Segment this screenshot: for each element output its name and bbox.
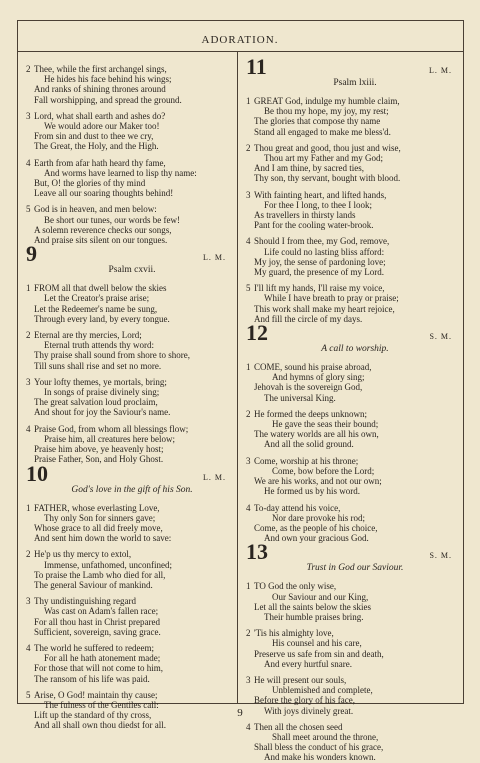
verse-line (246, 429, 456, 439)
verse-number: 4 (26, 642, 31, 653)
page-number: 9 (237, 707, 243, 719)
verse-text: Thou art my Father and my God; (264, 153, 383, 164)
verse-line (246, 106, 456, 116)
verse-line (26, 235, 230, 245)
verse-line (26, 596, 230, 606)
verse-text: Should I from thee, my God, remove, (254, 236, 390, 247)
verse-text: Praise him, all creatures here below; (44, 433, 175, 444)
verse-text: Earth from afar hath heard thy fame, (34, 157, 166, 168)
verse-text: Pant for the cooling water-brook. (254, 220, 374, 231)
verse-text: And shout for joy the Saviour's name. (34, 407, 171, 418)
verse-text: Praise God, from whom all blessings flow; (34, 423, 189, 434)
verse-text: Till suns shall rise and set no more. (34, 360, 162, 371)
verse-text: And praise sits silent on our tongues. (34, 235, 168, 246)
verse-line (246, 293, 456, 303)
verse (246, 409, 456, 450)
verse-text: The ransom of his life was paid. (34, 673, 150, 684)
verse-line (26, 627, 230, 637)
verse-line (26, 377, 230, 387)
verse-text: And hymns of glory sing; (272, 372, 365, 383)
verse-number: 5 (26, 204, 31, 215)
verse-number: 1 (26, 283, 31, 294)
hymn-heading (246, 539, 456, 575)
verse-line (26, 204, 230, 214)
verse-text: For thee I long, to thee I look; (264, 199, 372, 210)
verse-line (26, 643, 230, 653)
verse-number: 3 (26, 596, 31, 607)
verse-text: Was cast on Adam's fallen race; (44, 606, 159, 617)
hymn-heading (246, 54, 456, 90)
verse-text: Thy praise shall sound from shore to shore, (34, 350, 190, 361)
verse-line (26, 653, 230, 663)
verse-number: 1 (246, 581, 251, 592)
verse-line (26, 74, 230, 84)
verse-text: Immense, unfathomed, unconfined; (44, 559, 172, 570)
verse (26, 64, 230, 105)
hymn-number: 13 (246, 539, 268, 565)
verse-line (246, 602, 456, 612)
hymn-meter: L. M. (429, 66, 452, 75)
verse-text: For all he hath atonement made; (44, 653, 161, 664)
verse-line (26, 606, 230, 616)
verse-number: 2 (26, 549, 31, 560)
verse-text: Before the glory of his face, (254, 695, 355, 706)
verse-text: GREAT God, indulge my humble claim, (254, 96, 400, 106)
verse (26, 158, 230, 199)
verse-text: Lift up the standard of thy cross, (34, 710, 152, 721)
verse-number: 4 (246, 502, 251, 513)
verse-text: The fulness of the Gentiles call: (44, 699, 159, 710)
verse-text: He hides his face behind his wings; (44, 74, 172, 85)
verse-text: And every hurtful snare. (264, 658, 352, 669)
verse-line (246, 283, 456, 293)
verse-text: Let all the saints below the skies (254, 601, 371, 612)
verse-text: Shall bless the conduct of his grace, (254, 742, 384, 753)
verse-line (246, 533, 456, 543)
verse-line (26, 454, 230, 464)
verse-line (26, 225, 230, 235)
verse-line (26, 283, 230, 293)
verse-line (246, 752, 456, 762)
verse-line (26, 570, 230, 580)
verse-line (246, 393, 456, 403)
hymn-number: 12 (246, 320, 268, 346)
verse (26, 377, 230, 418)
verse-line (246, 372, 456, 382)
verse-text: FATHER, whose everlasting Love, (34, 502, 160, 513)
verse-line (246, 257, 456, 267)
verse-text: We would adore our Maker too! (44, 121, 160, 132)
verse-text: Thy only Son for sinners gave; (44, 512, 156, 523)
verse-text: For all thou hast in Christ prepared (34, 616, 160, 627)
hymn-meter: S. M. (429, 332, 452, 342)
verse-text: This work shall make my heart rejoice, (254, 303, 395, 314)
verse-text: A solemn reverence checks our songs, (34, 224, 172, 235)
verse-text: And fill the circle of my days. (254, 313, 363, 324)
verse-text: Be short our tunes, our words be few! (44, 214, 180, 225)
verse-line (26, 330, 230, 340)
verse-text: But, O! the glories of thy mind (34, 178, 146, 189)
verse-line (246, 116, 456, 126)
verse-text: My guard, the presence of my Lord. (254, 267, 384, 278)
header-rule (17, 51, 464, 52)
verse-number: 4 (246, 721, 251, 732)
verse-text: Preserve us safe from sin and death, (254, 648, 384, 659)
verse-text: Thee, while the first archangel sings, (34, 64, 167, 74)
verse-line (26, 387, 230, 397)
column-divider (237, 51, 238, 704)
verse-line (246, 513, 456, 523)
verse-text: He formed us by his word. (264, 486, 360, 497)
verse-number: 3 (26, 110, 31, 121)
verse-line (26, 340, 230, 350)
verse-text: Arise, O God! maintain thy cause; (34, 689, 158, 700)
verse-line (26, 503, 230, 513)
left-column (26, 58, 230, 731)
verse-line (246, 628, 456, 638)
verse-text: Your lofty themes, ye mortals, bring; (34, 376, 167, 387)
verse-line (26, 434, 230, 444)
verse-line (246, 127, 456, 137)
verse-text: Thy son, thy servant, bought with blood. (254, 173, 401, 184)
verse-text: And all the solid ground. (264, 439, 354, 450)
verse-number: 4 (26, 157, 31, 168)
verse-text: And own your gracious God. (264, 533, 369, 544)
verse-line (246, 581, 456, 591)
verse-line (26, 444, 230, 454)
hymn-meter: L. M. (203, 472, 226, 482)
hymn-meter: S. M. (429, 551, 452, 561)
verse-text: FROM all that dwell below the skies (34, 283, 167, 294)
verse-line (246, 466, 456, 476)
verse-line (26, 560, 230, 570)
verse-text: Our Saviour and our King, (272, 591, 369, 602)
verse-number: 3 (246, 674, 251, 685)
verse-text: Let the Creator's praise arise; (44, 293, 150, 304)
verse-text: And ranks of shining thrones around (34, 84, 166, 95)
verse-text: He formed the deeps unknown; (254, 408, 367, 419)
verse-line (26, 617, 230, 627)
verse-number: 2 (26, 64, 31, 74)
verse (246, 362, 456, 403)
verse-text: Stand all engaged to make me bless'd. (254, 126, 391, 137)
verse-line (246, 143, 456, 153)
verse-text: Eternal are thy mercies, Lord; (34, 330, 142, 341)
verse-text: As travellers in thirsty lands (254, 210, 356, 221)
verse-text: We are his works, and not our own; (254, 476, 382, 487)
verse-line (246, 173, 456, 183)
verse-text: Fall worshipping, and spread the ground. (34, 94, 182, 105)
verse-line (26, 111, 230, 121)
verse-line (246, 503, 456, 513)
verse (26, 596, 230, 637)
verse-text: And sent him down the world to save: (34, 533, 172, 544)
verse-text: I'll lift my hands, I'll raise my voice, (254, 283, 385, 294)
verse-text: Come, worship at his throne; (254, 455, 359, 466)
verse-line (26, 549, 230, 559)
verse (246, 190, 456, 231)
verse-text: The watery worlds are all his own, (254, 429, 379, 440)
verse-text: Eternal truth attends thy word: (44, 340, 154, 351)
verse-line (26, 215, 230, 225)
verse-line (246, 456, 456, 466)
verse-text: Unblemished and complete, (272, 685, 373, 696)
verse-line (26, 158, 230, 168)
verse-number: 1 (246, 362, 251, 373)
verse (246, 581, 456, 622)
verse-text: The great salvation loud proclaim, (34, 397, 158, 408)
verse-line (246, 163, 456, 173)
hymn-number: 11 (246, 54, 267, 79)
verse-text: Thou great and good, thou just and wise, (254, 142, 401, 153)
verse (26, 643, 230, 684)
verse-line (246, 267, 456, 277)
verse-line (246, 314, 456, 324)
verse-text: Sufficient, sovereign, saving grace. (34, 626, 161, 637)
verse-line (246, 200, 456, 210)
verse-text: Life could no lasting bliss afford: (264, 246, 385, 257)
verse-number: 1 (246, 96, 251, 106)
verse-line (246, 638, 456, 648)
verse-number: 2 (246, 628, 251, 639)
verse-line (246, 220, 456, 230)
verse (246, 96, 456, 137)
verse-line (246, 659, 456, 669)
verse-number: 2 (26, 330, 31, 341)
verse-line (246, 722, 456, 732)
verse-line (246, 649, 456, 659)
verse-text: The Great, the Holy, and the High. (34, 141, 159, 152)
verse-line (26, 720, 230, 730)
verse-text: In songs of praise divinely sing; (44, 387, 160, 398)
hymn-title: Psalm cxvii. (108, 265, 156, 276)
verse-text: Their humble praises bring. (264, 611, 364, 622)
verse-text: Jehovah is the sovereign God, (254, 382, 363, 393)
verse-line (246, 190, 456, 200)
verse-line (26, 95, 230, 105)
verse (26, 503, 230, 544)
hymn-number: 9 (26, 241, 37, 267)
hymn-title: God's love in the gift of his Son. (71, 484, 193, 495)
verse-text: The glories that compose thy name (254, 116, 381, 127)
verse (26, 424, 230, 465)
verse-text: TO God the only wise, (254, 581, 337, 592)
verse-text: Be thou my hope, my joy, my rest; (264, 106, 389, 117)
hymn-heading (246, 320, 456, 356)
verse-text: With joys divinely great. (264, 705, 354, 716)
verse-line (246, 439, 456, 449)
verse (26, 283, 230, 324)
verse-text: Nor dare provoke his rod; (272, 512, 365, 523)
verse (246, 628, 456, 669)
verse-line (246, 523, 456, 533)
hymn-heading (26, 241, 230, 277)
verse-text: Let the Redeemer's name be sung, (34, 303, 158, 314)
verse-line (26, 523, 230, 533)
verse (26, 330, 230, 371)
verse-line (246, 210, 456, 220)
verse-text: The world he suffered to redeem; (34, 642, 155, 653)
right-column (246, 54, 456, 763)
verse-line (246, 592, 456, 602)
verse-text: And I am thine, by sacred ties, (254, 163, 364, 174)
verse-line (246, 382, 456, 392)
verse-text: The general Saviour of mankind. (34, 579, 153, 590)
verse-line (246, 612, 456, 622)
verse-text: Come, as the people of his choice, (254, 522, 378, 533)
verse (246, 456, 456, 497)
verse-number: 1 (26, 502, 31, 513)
verse-number: 5 (246, 283, 251, 294)
verse-line (26, 84, 230, 94)
verse-line (246, 486, 456, 496)
verse-text: Whose grace to all did freely move, (34, 522, 163, 533)
verse-line (26, 188, 230, 198)
verse-text: He'p us thy mercy to extol, (34, 549, 132, 560)
verse-line (26, 690, 230, 700)
verse-text: He gave the seas their bound; (272, 419, 379, 430)
verse-line (246, 304, 456, 314)
verse-text: Through every land, by every tongue. (34, 313, 170, 324)
verse (26, 204, 230, 245)
verse-text: And worms have learned to lisp thy name: (44, 167, 197, 178)
verse-line (246, 153, 456, 163)
verse-text: While I have breath to pray or praise; (264, 293, 399, 304)
verse-line (246, 236, 456, 246)
verse-text: His counsel and his care, (272, 638, 362, 649)
verse-line (26, 424, 230, 434)
verse-line (26, 178, 230, 188)
verse-line (26, 407, 230, 417)
verse-line (26, 304, 230, 314)
verse-number: 3 (246, 189, 251, 200)
verse-text: To praise the Lamb who died for all, (34, 569, 166, 580)
verse-text: COME, sound his praise abroad, (254, 362, 372, 373)
verse-text: He will present our souls, (254, 674, 347, 685)
verse-text: My joy, the sense of pardoning love; (254, 256, 386, 267)
verse-line (26, 314, 230, 324)
verse-number: 2 (246, 408, 251, 419)
verse-number: 3 (246, 455, 251, 466)
verse-text: Shall meet around the throne, (272, 731, 379, 742)
hymn-number: 10 (26, 460, 48, 486)
hymn-meter: L. M. (203, 253, 226, 263)
verse-line (26, 580, 230, 590)
verse-text: God is in heaven, and men below: (34, 204, 157, 215)
verse (246, 236, 456, 277)
verse-line (26, 64, 230, 74)
verse-line (246, 732, 456, 742)
verse (246, 503, 456, 544)
verse-text: Praise him above, ye heavenly host; (34, 444, 164, 455)
verse-number: 2 (246, 142, 251, 153)
verse-line (26, 513, 230, 523)
verse-line (246, 409, 456, 419)
verse-text: And all shall own thou diedst for all. (34, 720, 166, 731)
verse-text: Come, bow before the Lord; (272, 465, 375, 476)
verse-line (246, 742, 456, 752)
verse-text: From sin and dust to thee we cry, (34, 131, 154, 142)
verse-text: 'Tis his almighty love, (254, 628, 334, 639)
verse-line (26, 121, 230, 131)
verse-text: The universal King. (264, 392, 336, 403)
verse-line (246, 476, 456, 486)
verse-number: 3 (26, 376, 31, 387)
hymn-heading (26, 460, 230, 497)
verse-number: 4 (246, 236, 251, 247)
verse-line (26, 131, 230, 141)
verse-line (26, 397, 230, 407)
verse (246, 143, 456, 184)
verse-line (26, 361, 230, 371)
verse (246, 722, 456, 763)
verse-text: Then all the chosen seed (254, 721, 343, 732)
hymn-title: A call to worship. (321, 344, 389, 355)
hymn-title: Psalm lxiii. (333, 78, 377, 88)
hymn-title: Trust in God our Saviour. (306, 563, 404, 574)
verse-line (246, 675, 456, 685)
verse-line (246, 685, 456, 695)
verse-line (246, 247, 456, 257)
verse-line (26, 168, 230, 178)
running-head: ADORATION. (201, 34, 279, 46)
verse-line (246, 695, 456, 705)
verse (26, 549, 230, 590)
verse-line (26, 674, 230, 684)
verse-line (26, 293, 230, 303)
verse (26, 111, 230, 152)
verse-text: Praise Father, Son, and Holy Ghost. (34, 454, 164, 465)
verse-text: Leave all our soaring thoughts behind! (34, 188, 174, 199)
verse-number: 5 (26, 689, 31, 700)
verse-line (26, 141, 230, 151)
verse-text: Lord, what shall earth and ashes do? (34, 110, 166, 121)
verse-line (246, 96, 456, 106)
verse-line (246, 419, 456, 429)
verse-line (26, 663, 230, 673)
verse-line (26, 533, 230, 543)
verse (246, 283, 456, 324)
verse-line (246, 362, 456, 372)
verse-text: With fainting heart, and lifted hands, (254, 189, 387, 200)
verse-line (26, 350, 230, 360)
verse-number: 4 (26, 423, 31, 434)
verse-text: For those that will not come to him, (34, 663, 163, 674)
verse-text: And make his wonders known. (264, 752, 376, 763)
verse-text: Thy undistinguishing regard (34, 596, 136, 607)
verse-text: To-day attend his voice, (254, 502, 341, 513)
